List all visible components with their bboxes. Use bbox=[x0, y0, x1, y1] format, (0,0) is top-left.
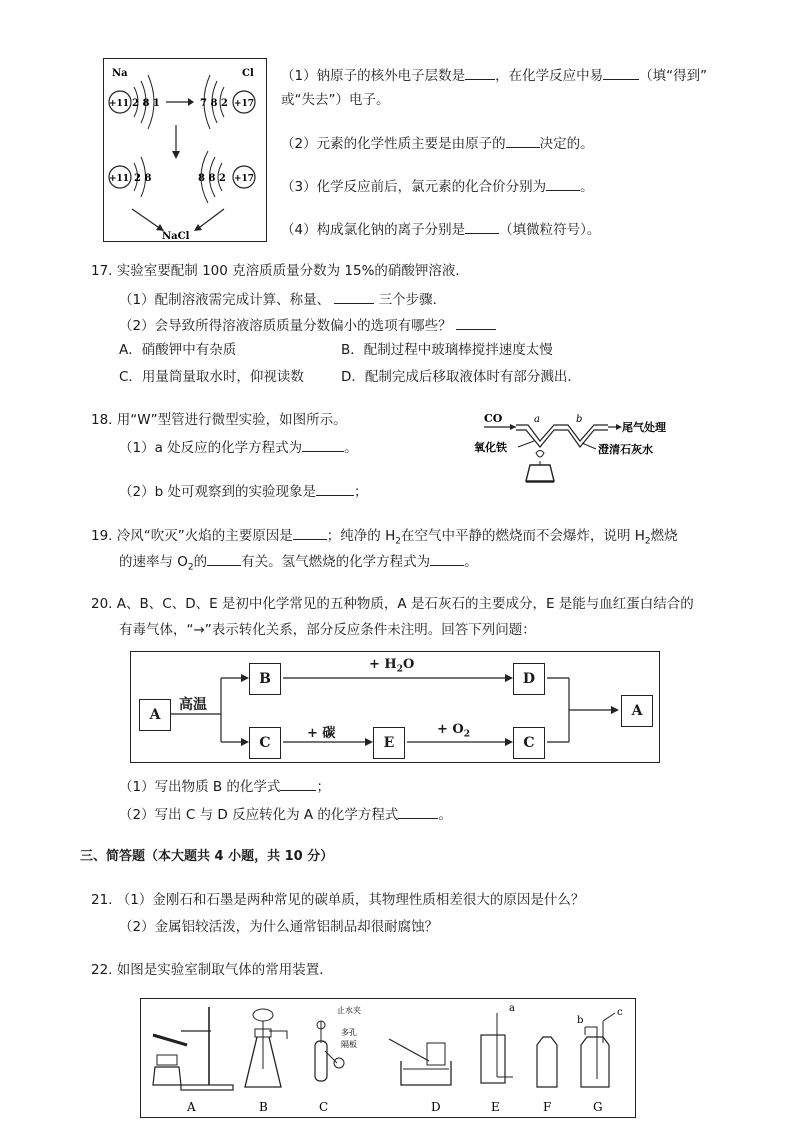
atom-structure-diagram bbox=[104, 59, 266, 241]
atom-structure-figure bbox=[103, 58, 267, 242]
conversion-diagram bbox=[130, 651, 660, 763]
q20-line2: 有毒气体，“→”表示转化关系，部分反应条件未注明。回答下列问题： bbox=[119, 622, 536, 638]
iron-oxide-label: 氧化铁 bbox=[474, 441, 507, 454]
q20-line1: 20. A、B、C、D、E 是初中化学常见的五种物质，A 是石灰石的主要成分，E 是能与血红蛋白结合的 bbox=[91, 596, 694, 612]
nacl-label: NaCl bbox=[162, 231, 190, 241]
q20-part2: （2）写出 C 与 D 反应转化为 A 的化学方程式 。 bbox=[119, 804, 452, 824]
q18-part2: （2）b 处可观察到的实验现象是 ； bbox=[119, 481, 367, 501]
q16-item1: （1）钠原子的核外电子层数是 ，在化学反应中易 （填“得到” bbox=[281, 65, 707, 85]
node-b: B bbox=[249, 663, 281, 695]
question-number: 18. bbox=[91, 412, 113, 428]
answer-blank[interactable] bbox=[430, 551, 464, 566]
q21-part2: （2）金属铝较活泼，为什么通常铝制品却很耐腐蚀？ bbox=[119, 919, 439, 935]
label-b: B bbox=[259, 1100, 268, 1114]
na-ion-shells: 2 8 bbox=[134, 173, 152, 184]
o2-label: + $O_2$ bbox=[437, 722, 471, 740]
node-c2: C bbox=[513, 727, 545, 759]
answer-blank[interactable] bbox=[293, 525, 327, 540]
label-g: G bbox=[593, 1100, 603, 1114]
label-d: D bbox=[431, 1100, 441, 1114]
q16-item1-cont: 或“失去”）电子。 bbox=[281, 92, 390, 108]
label-e: E bbox=[491, 1100, 500, 1114]
na-ion-nucleus: +11 bbox=[109, 174, 130, 184]
node-a-right: A bbox=[621, 695, 653, 727]
h2o-label: + $H_2O$ bbox=[369, 657, 415, 675]
apparatus-figure bbox=[140, 998, 636, 1118]
label-a: A bbox=[187, 1100, 196, 1114]
na-label: Na bbox=[112, 68, 128, 79]
q17-option-b[interactable]: B．配制过程中玻璃棒搅拌速度太慢 bbox=[341, 342, 553, 358]
q18-stem: 18. 用“W”型管进行微型实验，如图所示。 bbox=[91, 412, 347, 428]
node-e: E bbox=[373, 727, 405, 759]
cl-ion-shells: 8 8 2 bbox=[198, 173, 226, 184]
answer-blank[interactable] bbox=[506, 133, 540, 148]
carbon-label: + 碳 bbox=[307, 726, 336, 741]
q16-item2: （2）元素的化学性质主要是由原子的 决定的。 bbox=[281, 133, 594, 153]
question-number: 21. bbox=[91, 892, 113, 908]
answer-blank[interactable] bbox=[465, 65, 495, 80]
q17-option-a[interactable]: A．硝酸钾中有杂质 bbox=[119, 342, 237, 358]
cl-label: Cl bbox=[242, 68, 254, 79]
question-number: 17. bbox=[91, 263, 113, 279]
point-a: a bbox=[534, 414, 540, 425]
answer-blank[interactable] bbox=[302, 437, 344, 452]
q17-part1: （1）配制溶液需完成计算、称量、 三个步骤． bbox=[119, 289, 446, 309]
cl-shells: 7 8 2 bbox=[200, 98, 228, 109]
q22-stem: 22. 如图是实验室制取气体的常用装置． bbox=[91, 962, 333, 978]
na-nucleus: +11 bbox=[109, 99, 130, 109]
label-c: C bbox=[319, 1100, 329, 1114]
answer-blank[interactable] bbox=[316, 481, 354, 496]
node-c1: C bbox=[249, 727, 281, 759]
question-number: 20. bbox=[91, 596, 113, 612]
limewater-label: 澄清石灰水 bbox=[598, 443, 653, 456]
answer-blank[interactable] bbox=[334, 289, 374, 304]
g-port-b: b bbox=[577, 1015, 584, 1026]
c-annotation-plate: 隔板 bbox=[341, 1040, 357, 1049]
question-number: 19. bbox=[91, 528, 113, 544]
section-heading: 三、简答题（本大题共 4 小题，共 10 分） bbox=[80, 849, 334, 864]
q17-part2: （2）会导致所得溶液溶质质量分数偏小的选项有哪些？ bbox=[119, 315, 496, 335]
na-shells: 2 8 1 bbox=[132, 98, 160, 109]
q17-option-c[interactable]: C．用量筒量取水时，仰视读数 bbox=[119, 369, 304, 385]
answer-blank[interactable] bbox=[207, 551, 241, 566]
answer-blank[interactable] bbox=[603, 65, 639, 80]
question-number: 22. bbox=[91, 962, 113, 978]
answer-blank[interactable] bbox=[465, 219, 499, 234]
answer-blank[interactable] bbox=[456, 315, 496, 330]
q17-stem: 17. 实验室要配制 100 克溶质质量分数为 15%的硝酸钾溶液． bbox=[91, 263, 469, 279]
tail-gas-label: 尾气处理 bbox=[622, 421, 666, 434]
label-f: F bbox=[543, 1100, 552, 1114]
c-annotation-porous: 多孔 bbox=[341, 1028, 357, 1037]
cl-nucleus: +17 bbox=[234, 99, 255, 109]
q18-part1: （1）a 处反应的化学方程式为 。 bbox=[119, 437, 358, 457]
point-b: b bbox=[576, 414, 583, 425]
answer-blank[interactable] bbox=[280, 776, 316, 791]
high-temp-label: 高温 bbox=[179, 697, 207, 713]
q16-item3: （3）化学反应前后，氯元素的化合价分别为 。 bbox=[281, 176, 594, 196]
cl-ion-nucleus: +17 bbox=[234, 174, 255, 184]
g-port-c: c bbox=[617, 1007, 623, 1018]
q19-line2: 的速率与 $O_2$的 有关。氢气燃烧的化学方程式为 。 bbox=[119, 551, 478, 577]
co-label: CO bbox=[484, 412, 503, 425]
c-annotation-clamp: 止水夹 bbox=[337, 1006, 361, 1015]
q19-line1: 19. 冷风“吹灭”火焰的主要原因是 ；纯净的 $H_2$在空气中平静的燃烧而不会爆炸，说明 $H_2$燃烧 bbox=[91, 525, 678, 551]
q17-option-d[interactable]: D．配制完成后移取液体时有部分溅出． bbox=[341, 369, 581, 385]
apparatus-drawings bbox=[141, 999, 635, 1117]
q21-part1: 21. （1）金刚石和石墨是两种常见的碳单质，其物理性质相差很大的原因是什么？ bbox=[91, 892, 585, 908]
w-tube-figure bbox=[470, 403, 700, 489]
node-a-left: A bbox=[139, 699, 171, 731]
q16-item4: （4）构成氯化钠的离子分别是 （填微粒符号）。 bbox=[281, 219, 600, 239]
q20-part1: （1）写出物质 B 的化学式 ； bbox=[119, 776, 330, 796]
answer-blank[interactable] bbox=[546, 176, 580, 191]
answer-blank[interactable] bbox=[398, 804, 438, 819]
node-d: D bbox=[513, 663, 545, 695]
e-port-a: a bbox=[509, 1003, 515, 1014]
